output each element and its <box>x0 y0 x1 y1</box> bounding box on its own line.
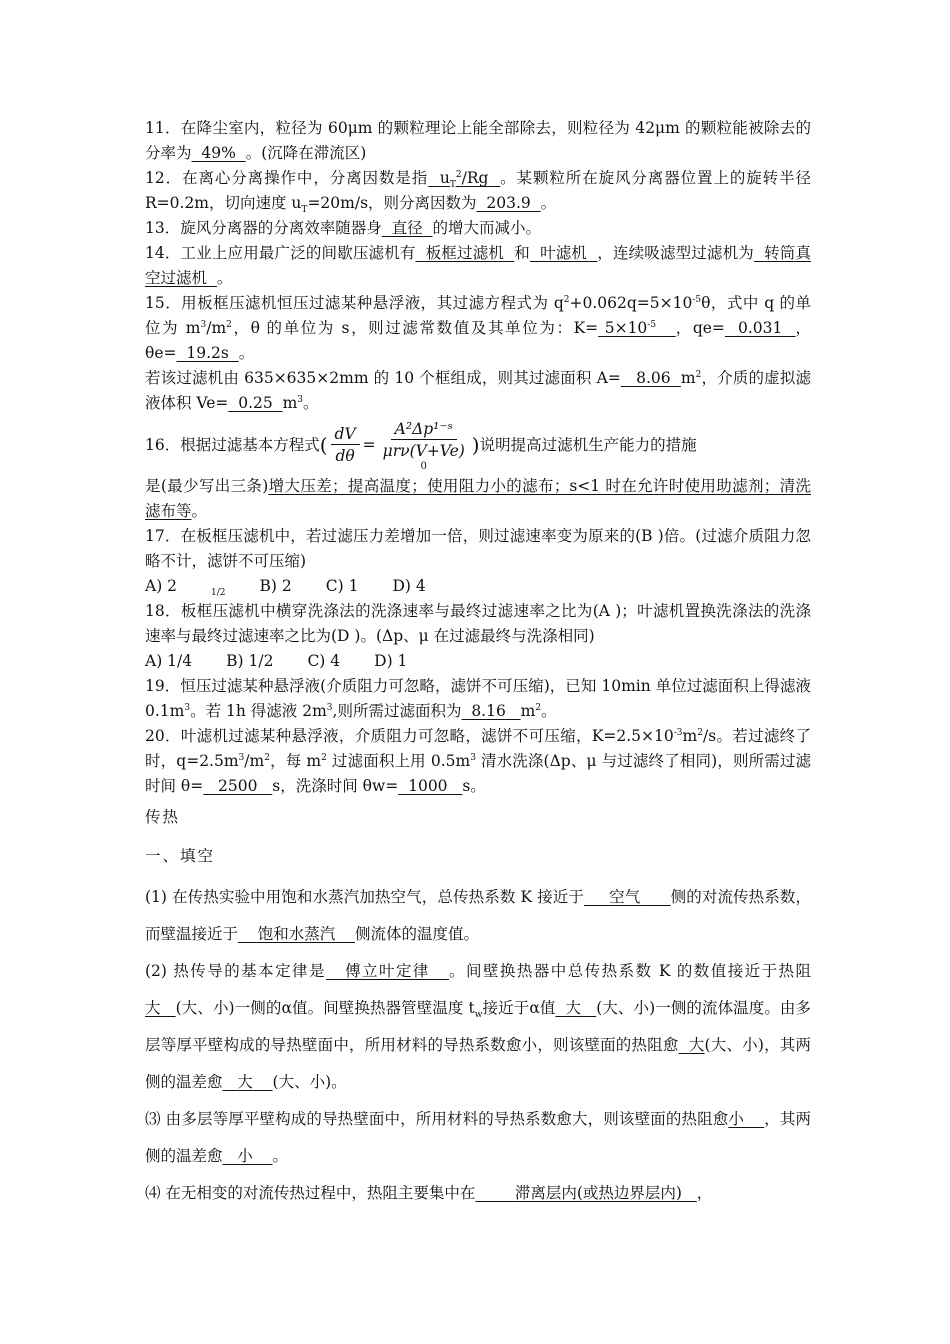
answer-blank: 0.031 <box>738 319 783 337</box>
answer-blank: 大 <box>145 999 161 1017</box>
question-17-options <box>145 574 811 599</box>
answer-blank: 大 <box>237 1073 253 1091</box>
answer-blank: 转筒真空过滤机 <box>145 244 811 287</box>
document-page <box>145 116 811 1212</box>
question-18: 18．板框压滤机中横穿洗涤法的洗涤速率与最终过滤速率之比为(A )；叶滤机置换洗涤法的洗涤速率与最终过滤速率之比为(D )。(Δp、μ 在过滤最终与洗涤相同) <box>145 602 811 645</box>
answer-blank: 8.06 <box>636 369 671 387</box>
answer-blank: 8.16 <box>471 702 506 720</box>
answer-blank: 直径 <box>391 219 423 237</box>
heat-question-1: (1) 在传热实验中用饱和水蒸汽加热空气，总传热系数 K 接近于 空气 侧的对流传热系数，而壁温接近于 饱和水蒸汽 侧流体的温度值。 <box>145 888 811 943</box>
answer-blank: 大 <box>688 1036 705 1054</box>
heat-transfer-questions <box>145 879 811 1212</box>
answer-blank: 19.2s <box>186 344 229 362</box>
question-17: 17．在板框压滤机中，若过滤压力差增加一倍，则过滤速率变为原来的(B )倍。(过滤介质阻力忽略不计，滤饼不可压缩) <box>145 527 811 570</box>
option-b: B) 1/2 <box>226 652 274 670</box>
question-20: 20．叶滤机过滤某种悬浮液，介质阻力可忽略，滤饼不可压缩，$K=2.5\times 10^{-3}m^2/s$。若过滤终了时，$q=2.5m^3/m^2$，每 $m^2$ 过滤面积上用 $0.5m^3$ 清水洗涤(Δp、μ 与过滤终了相同)，则所需过滤时间 θ= 2500 s，洗涤时间 θw= 1000 s。 <box>145 727 812 795</box>
answer-blank: 1000 <box>408 777 448 795</box>
answer-blank: 2500 <box>218 777 258 795</box>
formula-lhs: $\frac{dV}{d\theta}$ <box>331 424 360 467</box>
option-d: D) 4 <box>392 577 426 595</box>
answer-blank: 203.9 <box>486 194 531 212</box>
answer-blank: 空气 <box>609 888 641 906</box>
subsection-heading-fill-in: 一、填空 <box>145 847 216 865</box>
question-18-options <box>145 649 811 674</box>
answer-blank: 叶滤机 <box>540 244 588 262</box>
answer-blank: 板框过滤机 <box>425 244 505 262</box>
answer-blank: 大 <box>565 999 582 1017</box>
option-d: D) 1 <box>374 652 408 670</box>
option-c: C) 1 <box>325 577 359 595</box>
question-15-part2: 若该过滤机由 635×635×2mm 的 10 个框组成，则其过滤面积 A= 8.06 $m^2$，介质的虚拟滤液体积 Ve= 0.25 $m^3$。 <box>145 369 811 412</box>
answer-blank: 滞离层内(或热边界层内) <box>514 1184 682 1202</box>
answer-blank: $u_T^2/Rg$ <box>439 169 489 191</box>
answer-blank: 增大压差；提高温度；使用阻力小的滤布；s<1 时在允许时使用助滤剂；清洗滤布等 <box>145 477 811 520</box>
question-19: 19．恒压过滤某种悬浮液(介质阻力可忽略，滤饼不可压缩)，已知 10min 单位过滤面积上得滤液 $0.1m^3$。若 1h 得滤液 $2m^3$,则所需过滤面积为 8.16 $m^2$。 <box>145 677 811 720</box>
section-heading-heat-transfer: 传热 <box>145 808 181 826</box>
question-14: 14．工业上应用最广泛的间歇压滤机有 板框过滤机 和 叶滤机 ，连续吸滤型过滤机为 转筒真空过滤机 。 <box>145 244 811 287</box>
answer-blank: 饱和水蒸汽 <box>257 925 336 943</box>
answer-blank: 0.25 <box>238 394 273 412</box>
answer-blank: 小 <box>728 1110 744 1128</box>
answer-blank: $5\times 10^{-5}$ <box>604 319 657 337</box>
question-16: 16．根据过滤基本方程式 ( $\frac{dV}{d\theta}$ = A²Δp¹⁻ˢ μrν(V+Ve) 0 ) 说明提高过滤机生产能力的措施 <box>145 419 697 472</box>
question-12: 12．在离心分离操作中，分离因数是指 $u_T^2/Rg$ 。某颗粒所在旋风分离器位置上的旋转半径 R=0.2m，切向速度 $u_T=20m/s$，则分离因数为 203.9 。 <box>145 169 811 216</box>
answer-blank: 傅立叶定律 <box>345 962 430 980</box>
option-a: A) 1/4 <box>145 652 193 670</box>
option-a: A) 2 $_{1/2}$ <box>145 577 226 599</box>
answer-blank: 49% <box>201 144 236 162</box>
question-16-answer: 是(最少写出三条)增大压差；提高温度；使用阻力小的滤布；s<1 时在允许时使用助滤剂；清洗滤布等。 <box>145 477 811 520</box>
option-c: C) 4 <box>307 652 341 670</box>
heat-question-3: ⑶ 由多层等厚平壁构成的导热壁面中，所用材料的导热系数愈大，则该壁面的热阻愈小 ，其两侧的温差愈 小 。 <box>145 1110 811 1165</box>
question-11: 11．在降尘室内，粒径为 60μm 的颗粒理论上能全部除去，则粒径为 42μm 的颗粒能被除去的分率为 49% 。(沉降在滞流区) <box>145 119 811 162</box>
question-13: 13．旋风分离器的分离效率随器身 直径 的增大而减小。 <box>145 219 541 237</box>
option-b: B) 2 <box>259 577 292 595</box>
question-15: 15．用板框压滤机恒压过滤某种悬浮液，其过滤方程式为 $q^2+0.062q=5\times 10^{-5}\theta$，式中 q 的单位为 $m^3/m^2$，θ 的单位为 s，则过滤常数值及其单位为：$K= 5\times 10^{-5}$ ，qe= 0.031 ，θe= 19.2s 。 <box>145 294 811 362</box>
answer-blank: 小 <box>237 1147 253 1165</box>
heat-question-2: (2) 热传导的基本定律是 傅立叶定律 。间壁换热器中总传热系数 K 的数值接近于热阻大 (大、小)一侧的α值。间壁换热器管壁温度 $t_w$接近于α值 大 (大、小)一侧的流体温度。由多层等厚平壁构成的导热壁面中，所用材料的导热系数愈小，则该壁面的热阻愈 大(大、小)，其两侧的温差愈 大 (大、小)。 <box>145 962 812 1091</box>
formula-rhs: A²Δp¹⁻ˢ μrν(V+Ve) 0 <box>382 419 465 472</box>
heat-question-4: ⑷ 在无相变的对流传热过程中，热阻主要集中在 滞离层内(或热边界层内) ， <box>145 1184 713 1202</box>
